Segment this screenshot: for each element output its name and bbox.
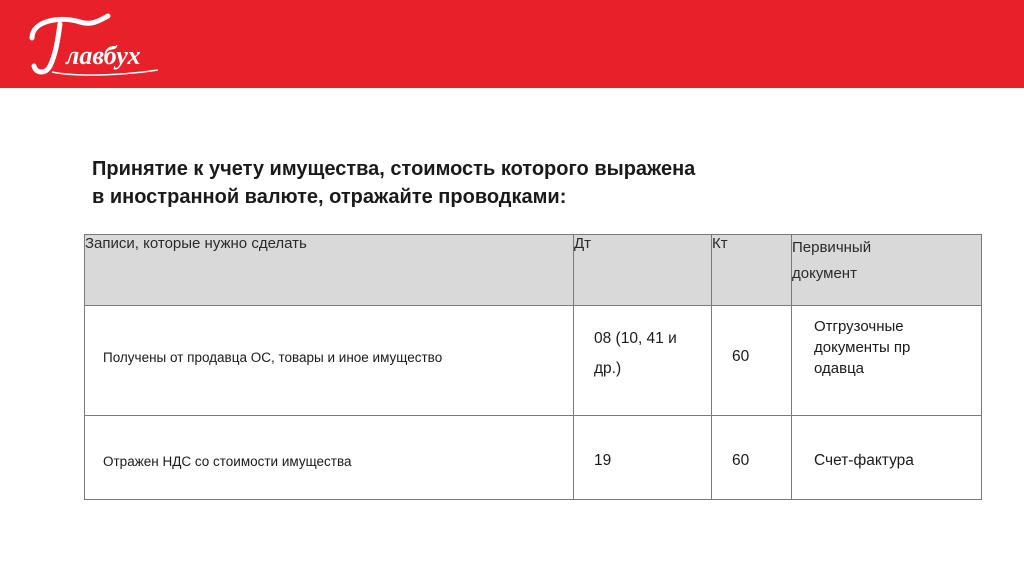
entry-text: Получены от продавца ОС, товары и иное имущество bbox=[103, 350, 443, 365]
header-entries bbox=[85, 235, 574, 306]
header-document-line-1: Первичный bbox=[792, 239, 872, 256]
cell-document bbox=[792, 306, 982, 416]
header-debit-label: Дт bbox=[574, 235, 592, 252]
entries-table bbox=[84, 234, 982, 500]
cell-debit bbox=[574, 416, 712, 500]
debit-value: 08 (10, 41 и др.) bbox=[594, 330, 677, 377]
cell-entry bbox=[85, 306, 574, 416]
cell-credit bbox=[712, 306, 792, 416]
cell-debit bbox=[574, 306, 712, 416]
table-row bbox=[85, 306, 982, 416]
credit-value: 60 bbox=[732, 348, 750, 365]
debit-value: 19 bbox=[594, 452, 612, 469]
table-header-row bbox=[85, 235, 982, 306]
glavbukh-logo bbox=[22, 8, 172, 80]
header-credit bbox=[712, 235, 792, 306]
document-value: Отгрузочные документы продавца bbox=[814, 318, 911, 377]
table-row bbox=[85, 416, 982, 500]
cell-entry bbox=[85, 416, 574, 500]
svg-text:лавбух: лавбух bbox=[66, 41, 141, 70]
slide-title bbox=[92, 155, 912, 211]
header-credit-label: Кт bbox=[712, 235, 728, 252]
header-document-line-2: документ bbox=[792, 265, 857, 282]
slide-title-line-1: Принятие к учету имущества, стоимость которого выражена bbox=[92, 158, 696, 180]
credit-value: 60 bbox=[732, 452, 750, 469]
header-debit bbox=[574, 235, 712, 306]
document-value: Счет-фактура bbox=[814, 452, 914, 469]
header-entries-label: Записи, которые нужно сделать bbox=[85, 235, 307, 252]
slide-title-line-2: в иностранной валюте, отражайте проводками: bbox=[92, 186, 567, 208]
header-document bbox=[792, 235, 982, 306]
cell-document bbox=[792, 416, 982, 500]
cell-credit bbox=[712, 416, 792, 500]
entry-text: Отражен НДС со стоимости имущества bbox=[103, 454, 352, 469]
